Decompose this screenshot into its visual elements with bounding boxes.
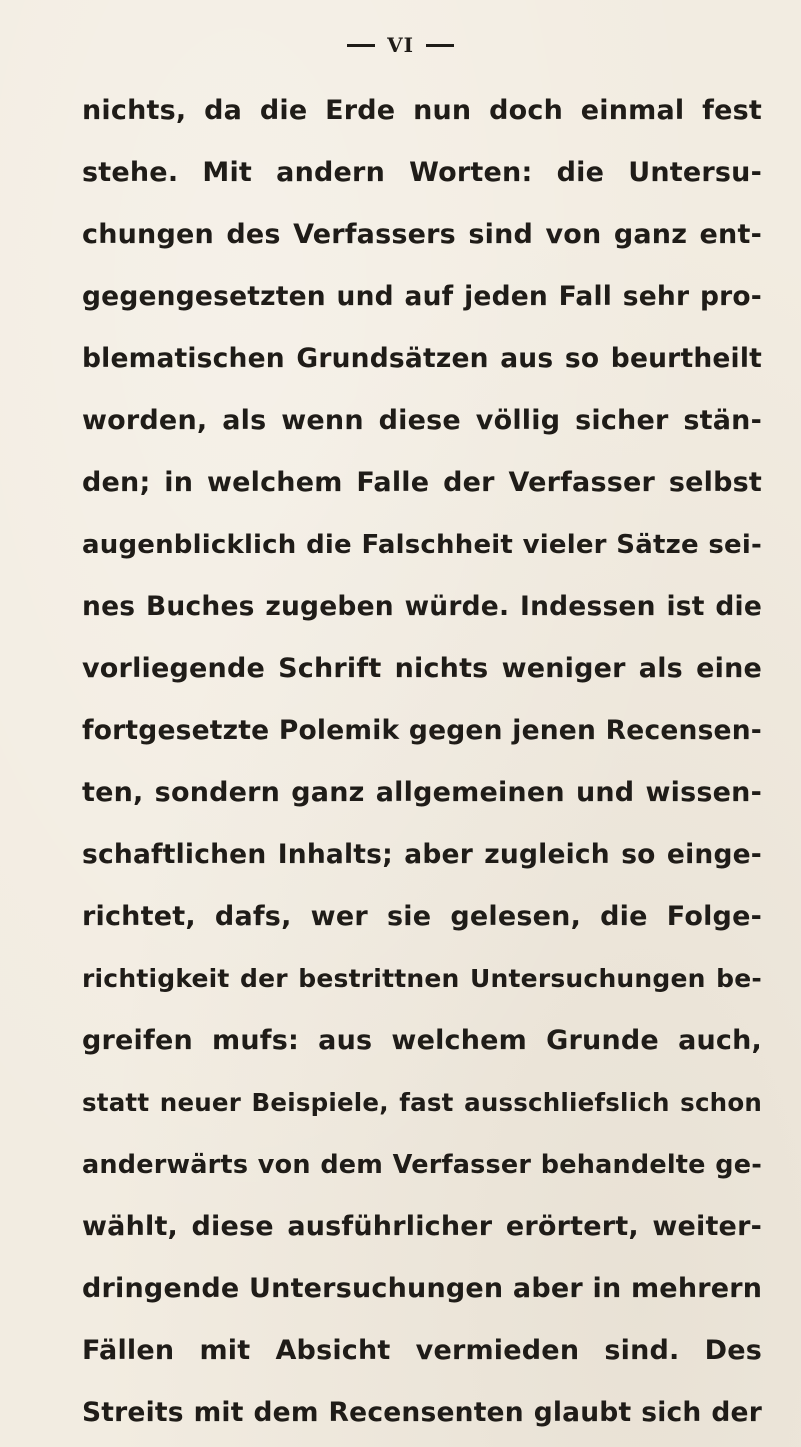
text-line: schaftlichen Inhalts; aber zugleich so einge- — [82, 839, 762, 870]
text-line: chungen des Verfassers sind von ganz ent- — [82, 219, 762, 250]
text-line: augenblicklich die Falschheit vieler Sätze sei- — [82, 530, 762, 560]
text-line: nichts, da die Erde nun doch einmal fest — [82, 95, 762, 126]
page-header — [0, 30, 801, 60]
body-text — [82, 80, 762, 1444]
text-line: richtet, dafs, wer sie gelesen, die Folge- — [82, 901, 762, 932]
text-line: anderwärts von dem Verfasser behandelte ge- — [82, 1150, 762, 1180]
page-number: VI — [387, 33, 414, 57]
text-line: greifen mufs: aus welchem Grunde auch, — [82, 1025, 762, 1056]
text-line: dringende Untersuchungen aber in mehrern — [82, 1273, 763, 1304]
text-line: worden, als wenn diese völlig sicher stän- — [82, 405, 762, 436]
text-line: stehe. Mit andern Worten: die Untersu- — [82, 157, 762, 188]
text-line: nes Buches zugeben würde. Indessen ist die — [82, 591, 762, 622]
text-line: wählt, diese ausführlicher erörtert, weiter- — [82, 1211, 762, 1242]
text-line: vorliegende Schrift nichts weniger als eine — [82, 653, 762, 684]
text-line: blematischen Grundsätzen aus so beurtheilt — [82, 343, 762, 374]
text-line: gegengesetzten und auf jeden Fall sehr pro- — [82, 281, 762, 312]
text-line: den; in welchem Falle der Verfasser selbst — [82, 467, 762, 498]
text-line: statt neuer Beispiele, fast ausschliefslich schon — [82, 1088, 762, 1117]
header-dash-left — [347, 44, 375, 47]
text-line: Fällen mit Absicht vermieden sind. Des — [82, 1335, 762, 1366]
text-line: ten, sondern ganz allgemeinen und wissen- — [82, 777, 762, 808]
header-dash-right — [426, 44, 454, 47]
text-line: richtigkeit der bestrittnen Untersuchungen be- — [82, 964, 762, 993]
text-line: fortgesetzte Polemik gegen jenen Recensen- — [82, 715, 762, 746]
text-line: Streits mit dem Recensenten glaubt sich der — [82, 1397, 762, 1428]
